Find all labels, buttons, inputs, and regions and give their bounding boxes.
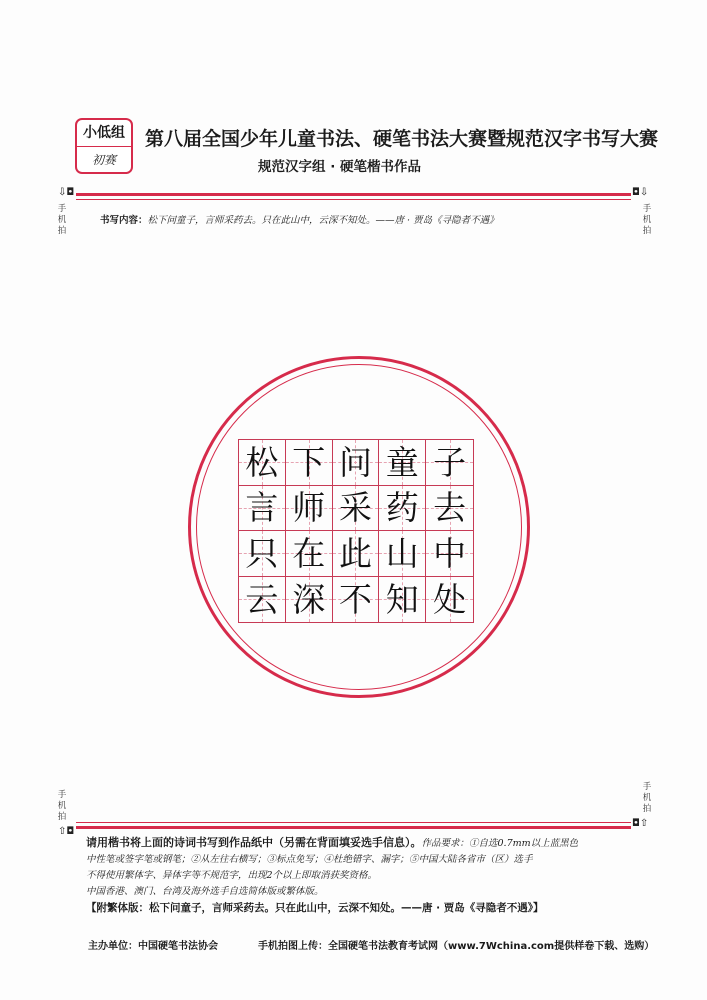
camera-icon: ◘⇧ bbox=[632, 818, 649, 829]
grid-cell: 山 bbox=[379, 531, 426, 577]
grid-cell: 此 bbox=[333, 531, 380, 577]
grid-cell: 子 bbox=[426, 440, 473, 486]
page-title: 第八届全国少年儿童书法、硬笔书法大赛暨规范汉字书写大赛 bbox=[145, 128, 659, 150]
instructions-req-1: 作品要求：①自选0.7mm以上蓝黑色 bbox=[421, 838, 579, 849]
traditional-version-note: 【附繁体版：松下问童子，言师采药去。只在此山中，云深不知处。——唐 · 贾岛《寻隐者不遇》】 bbox=[86, 902, 544, 914]
badge-stage-label: 初赛 bbox=[91, 153, 116, 167]
instructions-req-4: 中国香港、澳门、台湾及海外选手自选简体版或繁体版。 bbox=[86, 886, 324, 897]
writing-content-label: 书写内容： bbox=[100, 215, 148, 226]
page-subtitle: 规范汉字组 · 硬笔楷书作品 bbox=[258, 159, 422, 175]
photo-side-label-left: 手机拍 bbox=[57, 204, 67, 236]
instructions-lead: 请用楷书将上面的诗词书写到作品纸中（另需在背面填妥选手信息）。 bbox=[86, 836, 422, 849]
grid-cell: 松 bbox=[239, 440, 286, 486]
top-rule-thin bbox=[76, 199, 631, 200]
grid-cell: 深 bbox=[286, 577, 333, 623]
grid-cell: 下 bbox=[286, 440, 333, 486]
instructions-block bbox=[86, 835, 646, 916]
upload-info: 手机拍图上传：全国硬笔书法教育考试网（www.7Wchina.com提供样卷下载、选购） bbox=[258, 941, 655, 952]
grid-cell: 药 bbox=[379, 486, 426, 532]
badge-group-label: 小低组 bbox=[77, 120, 131, 147]
top-rule-thick bbox=[76, 193, 631, 196]
writing-content bbox=[100, 212, 499, 226]
grid-cell: 不 bbox=[333, 577, 380, 623]
photo-side-label-left-bottom: 手机拍 bbox=[57, 790, 67, 822]
camera-icon: ⇩◘ bbox=[58, 187, 75, 198]
grid-cell: 去 bbox=[426, 486, 473, 532]
organizer-label: 主办单位：中国硬笔书法协会 bbox=[88, 941, 218, 952]
bottom-rule-thin bbox=[76, 822, 631, 823]
instructions-req-3: 不得使用繁体字、异体字等不规范字，出现2个以上即取消获奖资格。 bbox=[86, 870, 378, 881]
grid-cell: 师 bbox=[286, 486, 333, 532]
grid-cell: 童 bbox=[379, 440, 426, 486]
instructions-req-2: 中性笔或签字笔或钢笔；②从左往右横写；③标点免写；④杜绝错字、漏字；⑤中国大陆各省市（区）选手 bbox=[86, 854, 533, 865]
camera-icon: ⇧◘ bbox=[58, 826, 75, 837]
grid-cell: 处 bbox=[426, 577, 473, 623]
grid-cell: 中 bbox=[426, 531, 473, 577]
grid-cell: 知 bbox=[379, 577, 426, 623]
writing-content-text: 松下问童子，言师采药去。只在此山中，云深不知处。——唐 · 贾岛《寻隐者不遇》 bbox=[147, 215, 499, 226]
grid-cell: 只 bbox=[239, 531, 286, 577]
grid-cell: 云 bbox=[239, 577, 286, 623]
photo-side-label-right: 手机拍 bbox=[642, 204, 652, 236]
photo-side-label-right-bottom: 手机拍 bbox=[642, 782, 652, 814]
grid-cell: 采 bbox=[333, 486, 380, 532]
camera-icon: ◘⇩ bbox=[632, 187, 649, 198]
grid-cell: 言 bbox=[239, 486, 286, 532]
grid-cell: 在 bbox=[286, 531, 333, 577]
bottom-rule-thick bbox=[76, 826, 631, 829]
grid-cell: 问 bbox=[333, 440, 380, 486]
group-badge bbox=[75, 118, 133, 174]
calligraphy-grid bbox=[238, 439, 474, 623]
